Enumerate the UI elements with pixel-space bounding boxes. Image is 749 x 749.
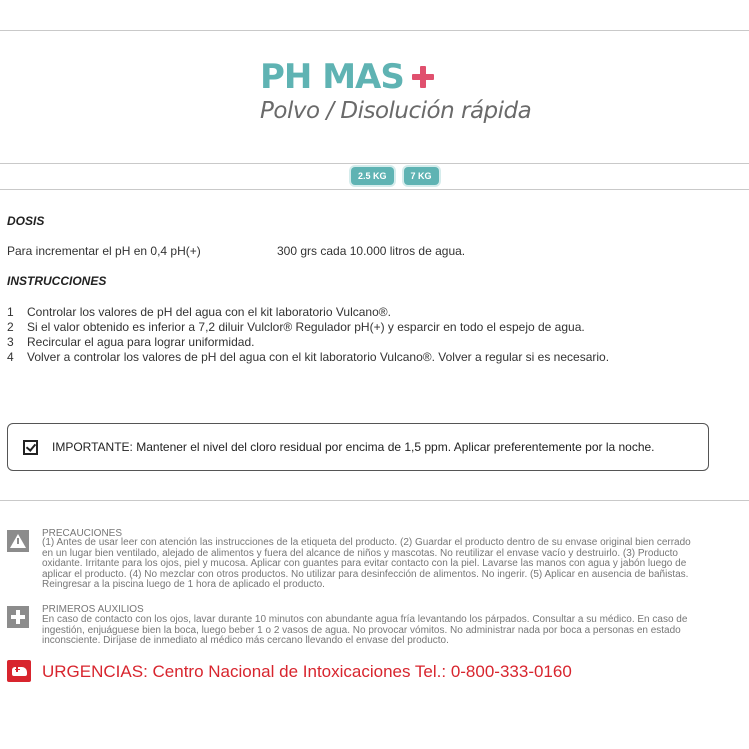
step-text: Volver a controlar los valores de pH del agua con el kit laboratorio Vulcano®. Volver a regular si es necesario. <box>27 350 610 364</box>
step-number: 2 <box>7 320 14 334</box>
important-text: IMPORTANTE: Mantener el nivel del cloro residual por encima de 1,5 ppm. Aplicar preferentemente por la noche. <box>52 440 655 454</box>
step-text: Si el valor obtenido es inferior a 7,2 diluir Vulclor® Regulador pH(+) y esparcir en todo el espejo de agua. <box>27 320 585 334</box>
dosis-value: 300 grs cada 10.000 litros de agua. <box>277 244 466 258</box>
checkbox-icon <box>23 440 38 455</box>
first-aid-title: PRIMEROS AUXILIOS <box>42 604 144 615</box>
list-item <box>7 335 609 350</box>
instrucciones-heading: INSTRUCCIONES <box>7 274 107 288</box>
step-number: 4 <box>7 350 14 364</box>
first-aid-icon <box>7 606 29 628</box>
step-text: Controlar los valores de pH del agua con el kit laboratorio Vulcano®. <box>27 305 391 319</box>
size-badge-2-5kg: 2.5 KG <box>351 167 394 185</box>
first-aid-body: En caso de contacto con los ojos, lavar durante 10 minutos con abundante agua fría levantando los párpados. Consultar a su médico. En caso de ingestión, enjuáguese bien la boca, luego beber 1 o 2 vasos de agua. No provocar vómitos. No administrar nada por boca a personas en estado inconsciente. Diríjase de inmediato al médico más cercano llevando el envase del producto. <box>42 614 688 646</box>
list-item <box>7 305 609 320</box>
precautions-body: (1) Antes de usar leer con atención las instrucciones de la etiqueta del producto. (2) Guardar el producto dentro de su envase original bien cerrado en un lugar bien ventilado, alejado de alimentos y fuera del alcance de niños y mascotas. No reutilizar el envase vacío y destruirlo. (3) Producto oxidante. Irritante para los ojos, piel y mucosa. Aplicar con guantes para evitar contacto con la piel. Lavarse las manos con agua y jabón luego de aplicar el producto. (4) No mezclar con otros productos. No utilizar para desinfección de alimentos. No ingerir. (5) Aplicar en ausencia de bañistas. Reingresar a la piscina luego de 1 hora de aplicado el producto. <box>42 537 691 590</box>
ambulance-icon <box>7 660 31 682</box>
dosis-heading: DOSIS <box>7 214 45 228</box>
size-badge-7kg: 7 KG <box>404 167 439 185</box>
plus-icon <box>412 66 434 88</box>
emergency-phone: URGENCIAS: Centro Nacional de Intoxicaciones Tel.: 0-800-333-0160 <box>42 662 572 681</box>
list-item <box>7 320 609 335</box>
important-notice <box>7 423 709 471</box>
precautions-title: PRECAUCIONES <box>42 528 123 539</box>
step-number: 3 <box>7 335 14 349</box>
instructions-list <box>7 305 609 365</box>
list-item <box>7 350 609 365</box>
product-header <box>260 57 532 124</box>
badges-divider <box>0 189 749 190</box>
product-title <box>260 57 531 97</box>
top-divider <box>0 30 749 31</box>
warnings-divider <box>0 500 749 501</box>
product-subtitle: Polvo / Disolución rápida <box>260 98 532 124</box>
warning-icon <box>7 530 29 552</box>
step-number: 1 <box>7 305 14 319</box>
step-text: Recircular el agua para lograr uniformidad. <box>27 335 255 349</box>
dosis-label: Para incrementar el pH en 0,4 pH(+) <box>7 244 201 258</box>
size-badges <box>351 167 439 185</box>
product-title-text: PH MAS <box>260 57 404 97</box>
header-divider <box>0 163 749 164</box>
